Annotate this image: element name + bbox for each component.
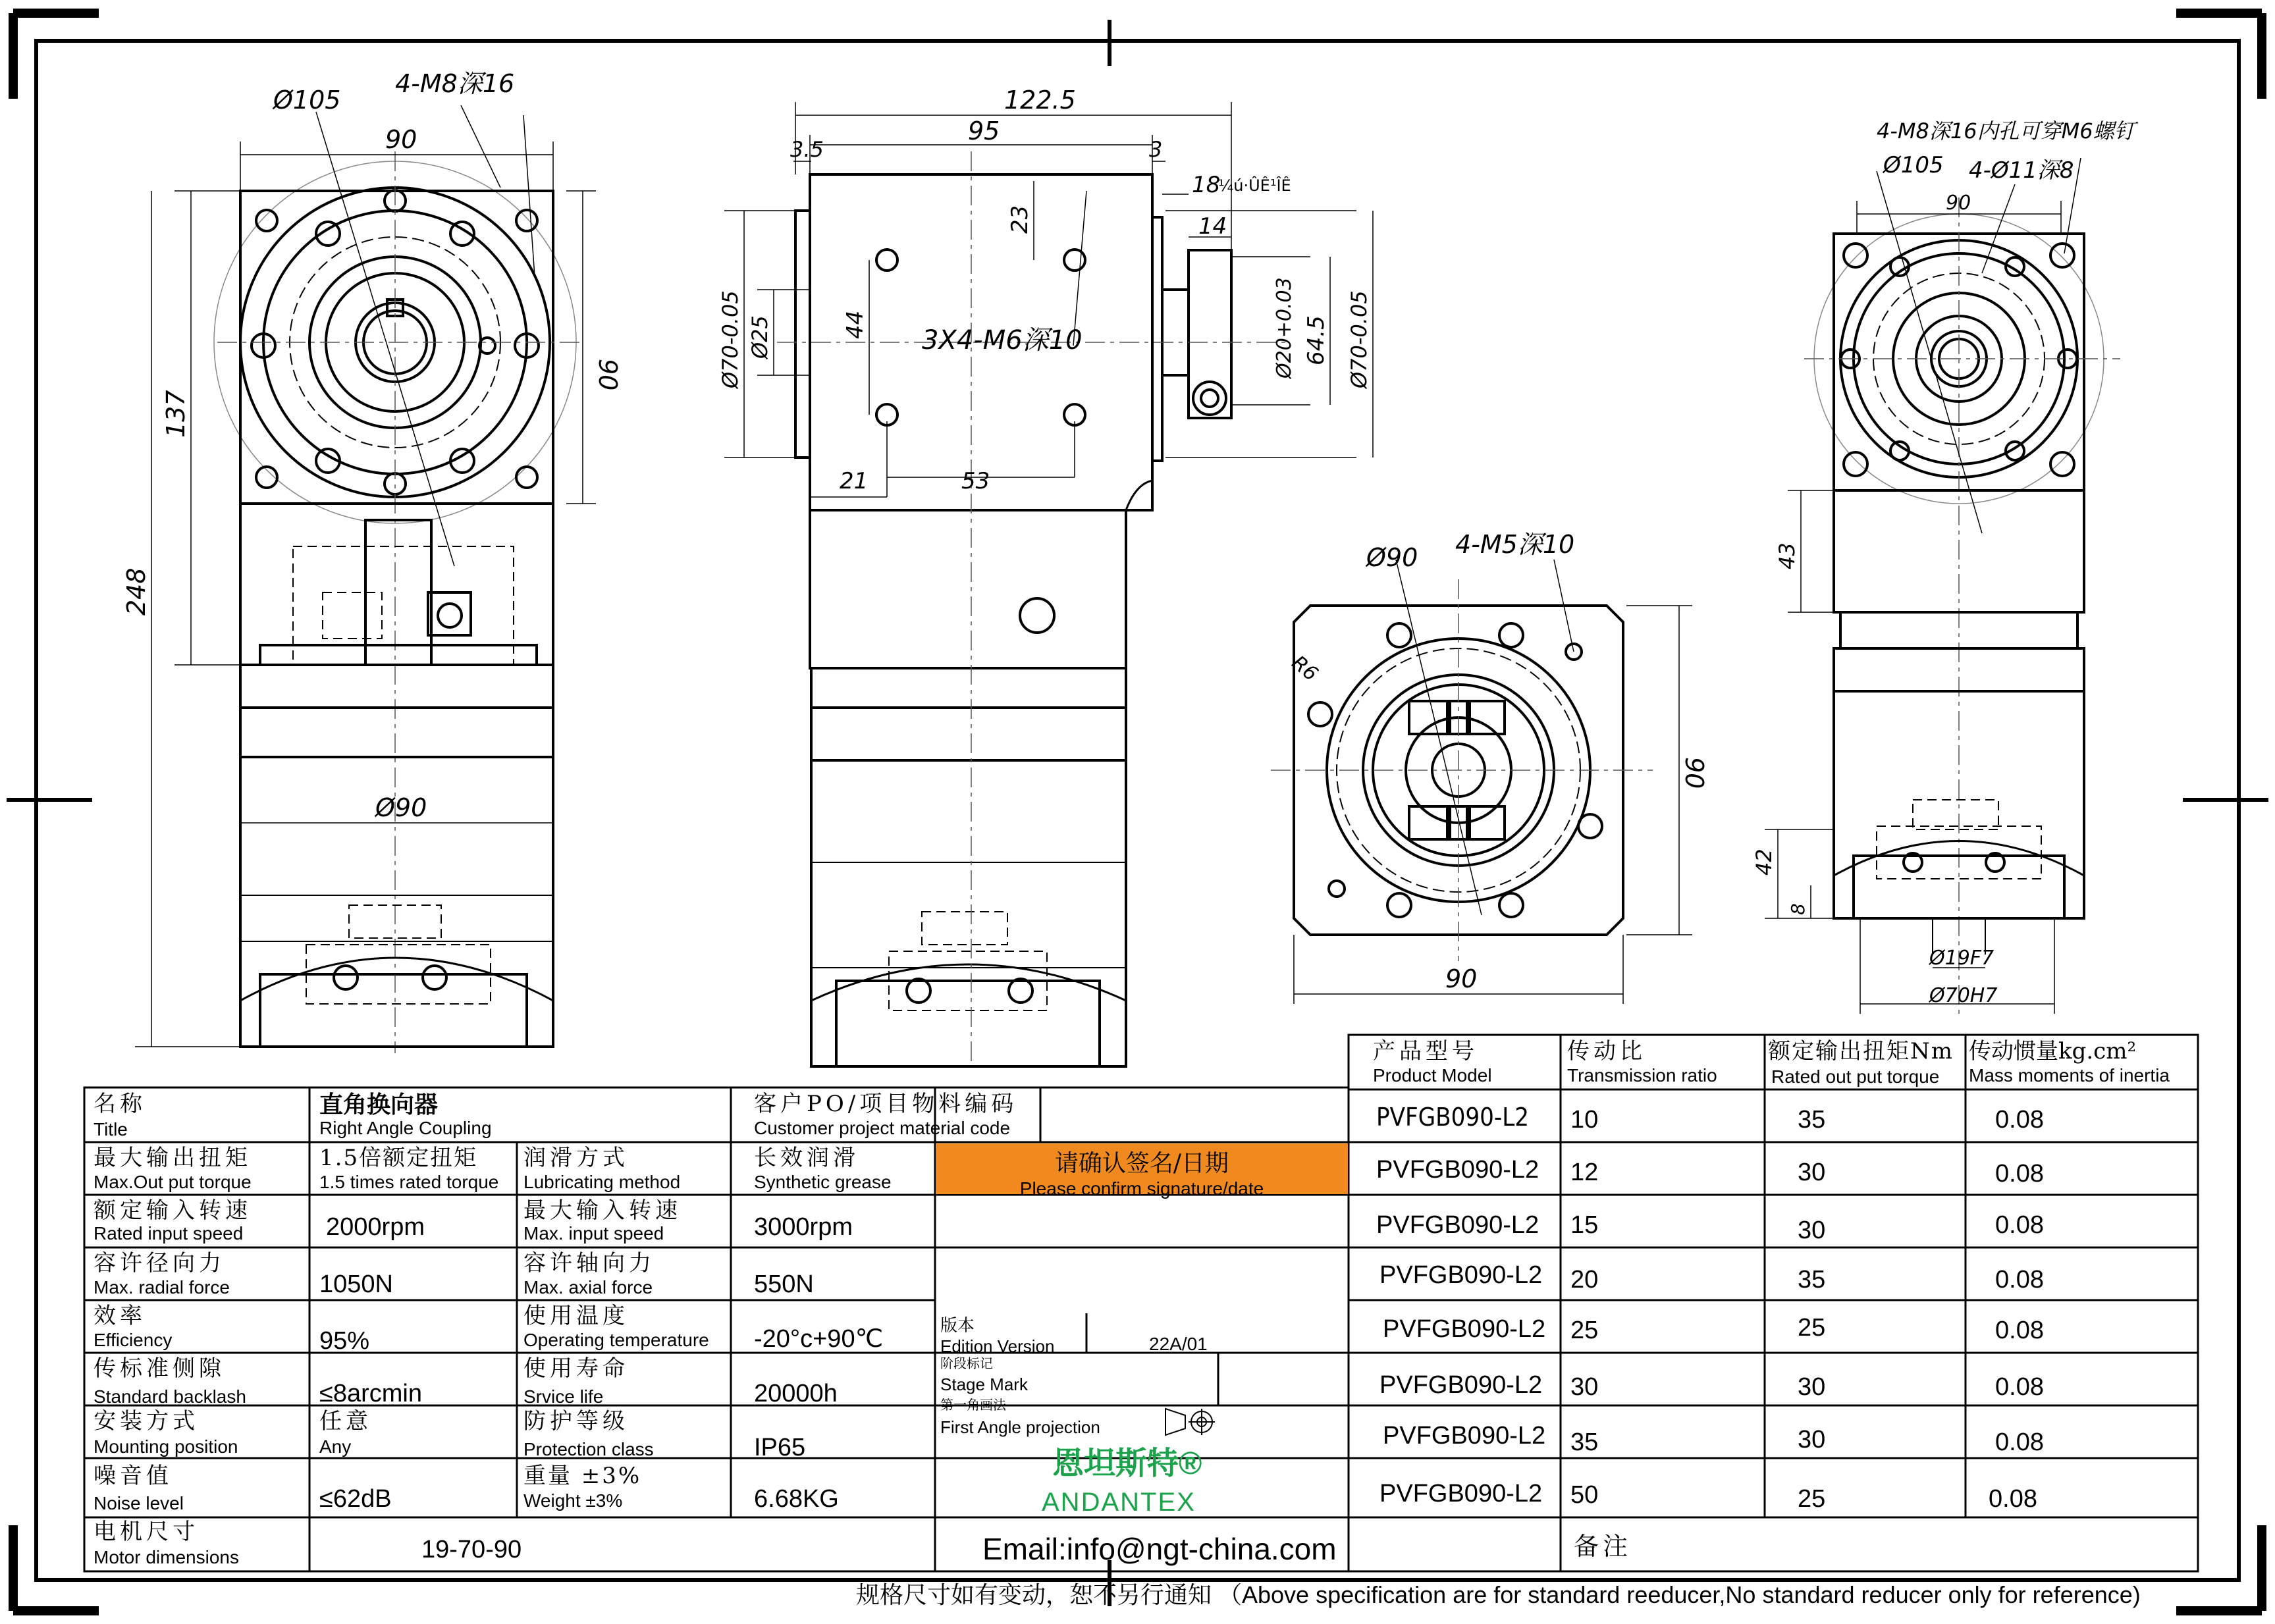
side-w1225: 122.5 xyxy=(1004,86,1076,115)
spec-row-label-en: Operating temperature xyxy=(523,1330,709,1350)
ratio-cell: 20 xyxy=(1570,1266,1599,1294)
side-view xyxy=(724,102,1373,1066)
side-h44: 44 xyxy=(842,310,869,339)
spec-row-value: Synthetic grease xyxy=(754,1172,892,1192)
spec-row-value-cn: 任意 xyxy=(319,1408,372,1434)
contact-email[interactable]: Email:info@ngt-china.com xyxy=(982,1532,1337,1566)
inertia-cell: 0.08 xyxy=(1995,1266,2044,1294)
spec-row-label-en: Max. input speed xyxy=(523,1223,664,1244)
model-cell: PVFGB090-L2 xyxy=(1383,1422,1546,1450)
confirm-label-en: Please confirm signature/date xyxy=(1019,1178,1264,1199)
model-cell: PVFGB090-L2 xyxy=(1379,1371,1543,1399)
model-cell: PVFGB090-L2 xyxy=(1379,1261,1543,1289)
projection-label-en: First Angle projection xyxy=(940,1417,1100,1437)
front-dia105: Ø105 xyxy=(273,86,341,115)
spec-row-label-cn: 重量 ±3% xyxy=(523,1463,642,1489)
projection-label-cn: 第一角画法 xyxy=(940,1398,1006,1413)
spec-row-value: 20000h xyxy=(754,1380,838,1407)
side-h53: 53 xyxy=(961,468,990,494)
edition-label-en: Edition Version xyxy=(940,1336,1055,1356)
torque-cell: 30 xyxy=(1798,1426,1826,1454)
spec-row-label-cn: 容许径向力 xyxy=(94,1250,225,1276)
side-dia70b: Ø70-0.05 xyxy=(1347,290,1372,388)
ratio-cell: 12 xyxy=(1570,1159,1599,1186)
torque-cell: 30 xyxy=(1798,1373,1826,1401)
footer-note: 规格尺寸如有变动，恕不另行通知 （Above specification are for standard reeducer,No standard reducer only for reference) xyxy=(856,1581,2141,1608)
brand-logo-en: ANDANTEX xyxy=(1042,1488,1196,1517)
right-holes2: 4-Ø11深8 xyxy=(1969,157,2074,184)
customer-code-cn: 客户PO/项目物料编码 xyxy=(754,1091,1018,1117)
header-inertia-cn: 传动惯量kg.cm² xyxy=(1969,1038,2137,1064)
spec-row-label-cn: 安装方式 xyxy=(94,1408,199,1434)
header-ratio-en: Transmission ratio xyxy=(1567,1065,1717,1086)
spec-row-label-cn: 额定输入转速 xyxy=(94,1197,252,1224)
spec-row-value: Any xyxy=(319,1436,352,1457)
inertia-cell: 0.08 xyxy=(1995,1160,2044,1188)
side-w95: 95 xyxy=(968,117,1000,145)
ratio-cell: 30 xyxy=(1570,1373,1599,1401)
torque-cell: 25 xyxy=(1798,1314,1826,1342)
front-holes: 4-M8深16 xyxy=(395,69,515,98)
bottom-holes: 4-M5深10 xyxy=(1455,530,1575,559)
header-torque-cn: 额定输出扭矩Nm xyxy=(1768,1038,1954,1064)
spec-row-label-en: Lubricating method xyxy=(523,1172,681,1192)
spec-row-label-en: Noise level xyxy=(94,1493,184,1513)
model-cell: PVFGB090-L2 xyxy=(1379,1480,1543,1507)
side-taps: 3X4-M6深10 xyxy=(922,325,1083,355)
inertia-cell: 0.08 xyxy=(1995,1106,2044,1134)
ratio-cell: 50 xyxy=(1570,1481,1599,1509)
right-holes: 4-M8深16内孔可穿M6螺钉 xyxy=(1877,118,2135,144)
stage-label-en: Stage Mark xyxy=(940,1375,1028,1394)
spec-row-value: 3000rpm xyxy=(754,1213,853,1241)
spec-row-value: 1050N xyxy=(319,1270,393,1298)
spec-row-label-en: Efficiency xyxy=(94,1330,173,1350)
spec-row-value: ≤8arcmin xyxy=(319,1380,423,1407)
torque-cell: 35 xyxy=(1798,1266,1826,1294)
remarks-label: 备注 xyxy=(1574,1532,1632,1561)
header-inertia-en: Mass moments of inertia xyxy=(1969,1065,2170,1086)
spec-row-label-en: Rated input speed xyxy=(94,1223,244,1244)
header-model-cn: 产品型号 xyxy=(1373,1038,1478,1064)
ratio-cell: 25 xyxy=(1570,1317,1599,1344)
edition-value: 22A/01 xyxy=(1149,1334,1208,1354)
brand-logo-cn: 恩坦斯特® xyxy=(1052,1446,1202,1481)
spec-row-label-en: Max. radial force xyxy=(94,1277,230,1297)
inertia-cell: 0.08 xyxy=(1995,1428,2044,1456)
right-h8: 8 xyxy=(1787,903,1809,915)
title-label-cn: 名称 xyxy=(94,1091,146,1117)
side-w3: 3 xyxy=(1149,137,1163,162)
inertia-cell: 0.08 xyxy=(1989,1485,2037,1513)
right-w90: 90 xyxy=(1946,192,1971,215)
motor-dim-value: 19-70-90 xyxy=(421,1536,522,1563)
bottom-h90: 90 xyxy=(1680,757,1709,789)
spec-row-value: IP65 xyxy=(754,1434,806,1461)
inertia-cell: 0.08 xyxy=(1995,1211,2044,1239)
header-ratio-cn: 传动比 xyxy=(1567,1038,1646,1064)
front-h90: 90 xyxy=(593,359,622,391)
bottom-dia90: Ø90 xyxy=(1366,543,1418,572)
bottom-r6: R6 xyxy=(1287,651,1322,686)
spec-row-label-en: Weight ±3% xyxy=(523,1490,623,1511)
front-dia90: Ø90 xyxy=(375,793,427,822)
spec-row-label-en: Mounting position xyxy=(94,1436,238,1457)
side-h21: 21 xyxy=(840,468,869,494)
front-h137: 137 xyxy=(161,390,190,438)
spec-row-value-cn: 1.5倍额定扭矩 xyxy=(319,1145,478,1171)
spec-row-label-cn: 效率 xyxy=(94,1303,146,1329)
spec-row-label-en: Max. axial force xyxy=(523,1277,653,1297)
model-cell: PVFGB090-L2 xyxy=(1383,1315,1546,1343)
bottom-w90: 90 xyxy=(1445,964,1478,993)
title-label-en: Title xyxy=(94,1119,128,1139)
side-w35: 3.5 xyxy=(790,137,824,162)
side-w18-note: ¼ú·ÛÊ¹ÎÊ xyxy=(1218,176,1291,195)
front-view xyxy=(135,105,596,1053)
stage-label-cn: 阶段标记 xyxy=(940,1357,993,1371)
front-w90: 90 xyxy=(385,125,417,154)
model-cell: PVFGB090-L2 xyxy=(1376,1103,1529,1132)
first-angle-projection-symbol xyxy=(1165,1409,1215,1435)
product-name-en: Right Angle Coupling xyxy=(319,1118,492,1138)
spec-row-label-cn: 最大输出扭矩 xyxy=(94,1145,252,1171)
ratio-cell: 10 xyxy=(1570,1106,1599,1134)
side-dia20: Ø20+0.03 xyxy=(1273,277,1296,379)
confirm-label-cn: 请确认签名/日期 xyxy=(1054,1150,1229,1177)
motor-dim-label-cn: 电机尺寸 xyxy=(94,1519,199,1545)
spec-row-label-en: Protection class xyxy=(523,1439,654,1459)
ratio-cell: 35 xyxy=(1570,1428,1599,1456)
customer-code-en: Customer project material code xyxy=(754,1118,1011,1138)
inertia-cell: 0.08 xyxy=(1995,1373,2044,1401)
torque-cell: 35 xyxy=(1798,1106,1826,1134)
ratio-cell: 15 xyxy=(1570,1211,1599,1239)
spec-row-label-en: Srvice life xyxy=(523,1386,604,1407)
spec-row-label-en: Max.Out put torque xyxy=(94,1172,252,1192)
torque-cell: 30 xyxy=(1798,1159,1826,1186)
side-view-dims xyxy=(718,86,1372,494)
sheet-border xyxy=(7,13,2268,1611)
spec-row-label-cn: 噪音值 xyxy=(94,1463,173,1489)
header-torque-en: Rated out put torque xyxy=(1771,1066,1940,1087)
bottom-view xyxy=(1271,560,1692,1004)
header-model-en: Product Model xyxy=(1373,1065,1492,1086)
front-h248: 248 xyxy=(122,567,151,616)
right-dia70: Ø70H7 xyxy=(1929,984,1998,1007)
model-cell: PVFGB090-L2 xyxy=(1376,1211,1539,1239)
spec-row-label-cn: 防护等级 xyxy=(523,1408,629,1434)
torque-cell: 25 xyxy=(1798,1485,1826,1513)
side-dia70a: Ø70-0.05 xyxy=(718,290,743,388)
right-h42: 42 xyxy=(1752,849,1777,876)
spec-row-value-cn: 长效润滑 xyxy=(754,1145,859,1171)
spec-row-value: 550N xyxy=(754,1270,814,1298)
spec-row-label-en: Standard backlash xyxy=(94,1386,246,1407)
right-h43: 43 xyxy=(1775,542,1800,569)
torque-cell: 30 xyxy=(1798,1217,1826,1244)
edition-label-cn: 版本 xyxy=(940,1315,975,1335)
spec-row-label-cn: 传标准侧隙 xyxy=(94,1355,225,1382)
spec-row-value: 6.68KG xyxy=(754,1485,839,1513)
spec-row-value: 1.5 times rated torque xyxy=(319,1172,499,1192)
model-cell: PVFGB090-L2 xyxy=(1376,1156,1539,1184)
side-h645: 64.5 xyxy=(1303,315,1329,365)
spec-row-label-cn: 润滑方式 xyxy=(523,1145,629,1171)
spec-row-value: -20°c+90℃ xyxy=(754,1325,884,1353)
right-view xyxy=(1765,158,2120,1014)
spec-row-value: ≤62dB xyxy=(319,1485,392,1513)
bottom-view-dims xyxy=(1287,530,1709,993)
side-dia25: Ø25 xyxy=(747,315,772,359)
right-dia105: Ø105 xyxy=(1883,152,1944,178)
side-w14: 14 xyxy=(1198,213,1227,240)
spec-row-label-cn: 最大输入转速 xyxy=(523,1197,682,1224)
inertia-cell: 0.08 xyxy=(1995,1317,2044,1344)
spec-row-value: 2000rpm xyxy=(326,1213,425,1241)
confirm-signature-box[interactable] xyxy=(936,1143,1348,1199)
side-h23: 23 xyxy=(1007,205,1033,234)
spec-row-label-cn: 使用温度 xyxy=(523,1303,629,1329)
spec-row-label-cn: 使用寿命 xyxy=(523,1355,629,1382)
motor-dim-label-en: Motor dimensions xyxy=(94,1547,239,1567)
side-w18: 18 xyxy=(1192,172,1221,198)
spec-row-label-cn: 容许轴向力 xyxy=(523,1250,655,1276)
right-dia19: Ø19F7 xyxy=(1929,947,1994,970)
product-name-cn: 直角换向器 xyxy=(319,1091,439,1118)
spec-row-value: 95% xyxy=(319,1327,370,1355)
